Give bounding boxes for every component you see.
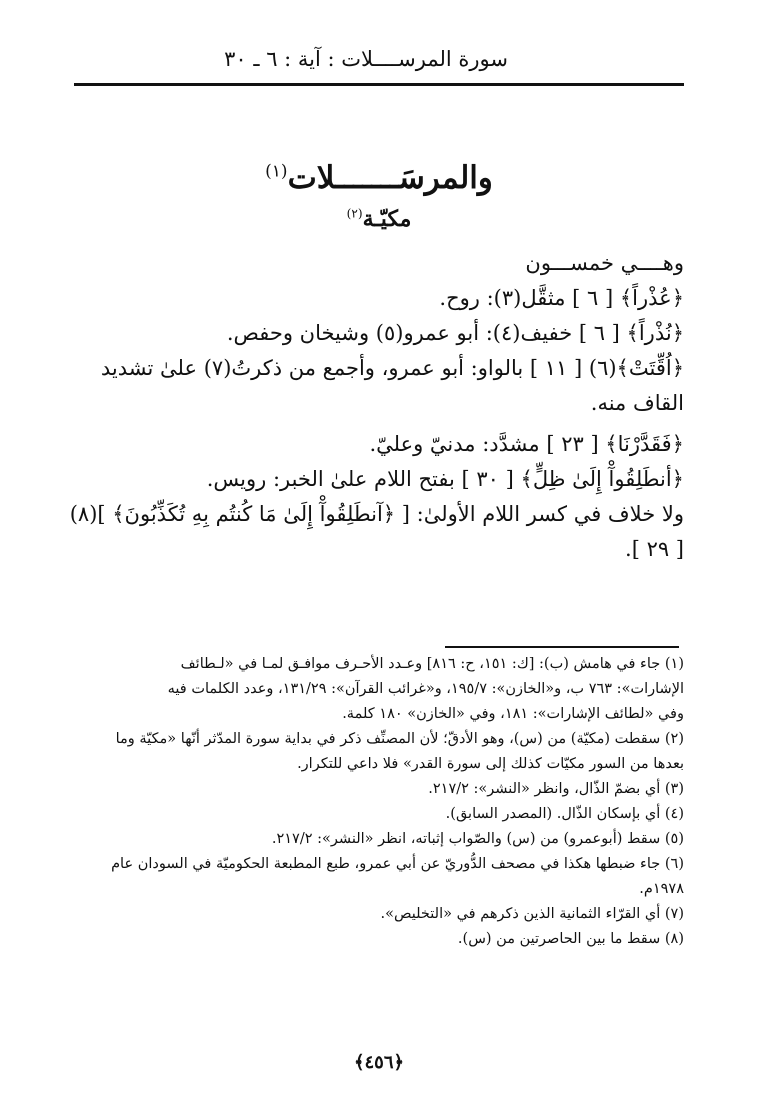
body-line-intaliqu: ﴿أنطَلِقُوآْ إِلَىٰ ظِلٍّ﴾ [ ٣٠ ] بفتح اللام علىٰ الخبر: رويس. [206,467,684,491]
footnote-line: (٣) أي بضمّ الذّال، وانظر «النشر»: ٢١٧/٢. [428,781,684,797]
surah-subtitle-text: مكيّـة [362,206,412,232]
footnote-line: الإشارات»: ٧٦٣ ب، و«الخازن»: ١٩٥/٧، و«غرائب القرآن»: ١٣١/٢٩، وعدد الكلمات فيه [167,681,684,697]
body-line-udhran: ﴿عُذْراً﴾ [ ٦ ] مثقَّل(٣): روح. [439,286,684,310]
footnote-line: (٢) سقطت (مكيّة) من (س)، وهو الأدقّ؛ لأن المصنِّف ذكر في بداية سورة المدّثر أنّها «مكيّة وما [115,731,684,747]
page-number: ﴿٤٥٦﴾ [353,1052,405,1073]
body-line-nudhran: ﴿نُذْراً﴾ [ ٦ ] خفيف(٤): أبو عمرو(٥) وشيخان وحفص. [226,321,684,345]
footnote-line: (٥) سقط (أبوعمرو) من (س) والصّواب إثباته، انظر «النشر»: ٢١٧/٢. [271,831,684,847]
footnote-line: ١٩٧٨م. [639,881,684,897]
body-line-uqqitat-continued: القاف منه. [590,391,684,415]
surah-subtitle [0,206,758,232]
body-line-no-dispute: ولا خلاف في كسر اللام الأولىٰ: [ ﴿آنطَلِقُوآْ إِلَىٰ مَا كُنتُم بِهِ تُكَذِّبُونَ﴾ ](٨) [69,502,684,526]
footnote-line: بعدها من السور مكيّات كذلك إلى سورة القدر» فلا داعي للتكرار. [297,756,684,772]
footnote-line: (٤) أي بإسكان الذّال. (المصدر السابق). [445,806,684,822]
footnote-line: (٨) سقط ما بين الحاصرتين من (س). [457,931,684,947]
main-text [69,250,684,563]
body-line-faqaddarna: ﴿فَقَدَّرْنَا﴾ [ ٢٣ ] مشدَّد: مدنيّ وعليّ. [369,432,684,456]
body-line-uqqitat: ﴿اُقِّتَتْ﴾(٦) [ ١١ ] بالواو: أبو عمرو، وأجمع من ذكرتُ(٧) علىٰ تشديد [100,356,684,380]
body-line-verse-count: وهــــي خمســـون [525,251,684,275]
subtitle-footnote-marker: (٢) [346,206,363,221]
footnote-line: (٧) أي القرّاء الثمانية الذين ذكرهم في «التخليص». [380,906,684,922]
surah-title [0,160,758,196]
footnote-divider [445,646,679,648]
footnotes [74,652,684,952]
surah-title-text: والمرسَـــــــلات [287,160,493,196]
footnote-line: (٦) جاء ضبطها هكذا في مصحف الدُّوريّ عن أبي عمرو، طبع المطبعة الحكوميّة في السودان عام [111,856,684,872]
running-head: سورة المرســــلات : آية : ٦ ـ ٣٠ [224,47,508,71]
footnote-line: (١) جاء في هامش (ب): [ك: ١٥١، ح: ٨١٦] وعـدد الأحـرف موافـق لمـا في «لـطائف [180,656,684,672]
body-line-verse-ref: [ ٢٩ ]. [625,537,684,561]
title-footnote-marker: (١) [265,161,288,182]
page-header [74,45,684,86]
footnote-line: وفي «لطائف الإشارات»: ١٨١، وفي «الخازن» ١٨٠ كلمة. [342,706,684,722]
